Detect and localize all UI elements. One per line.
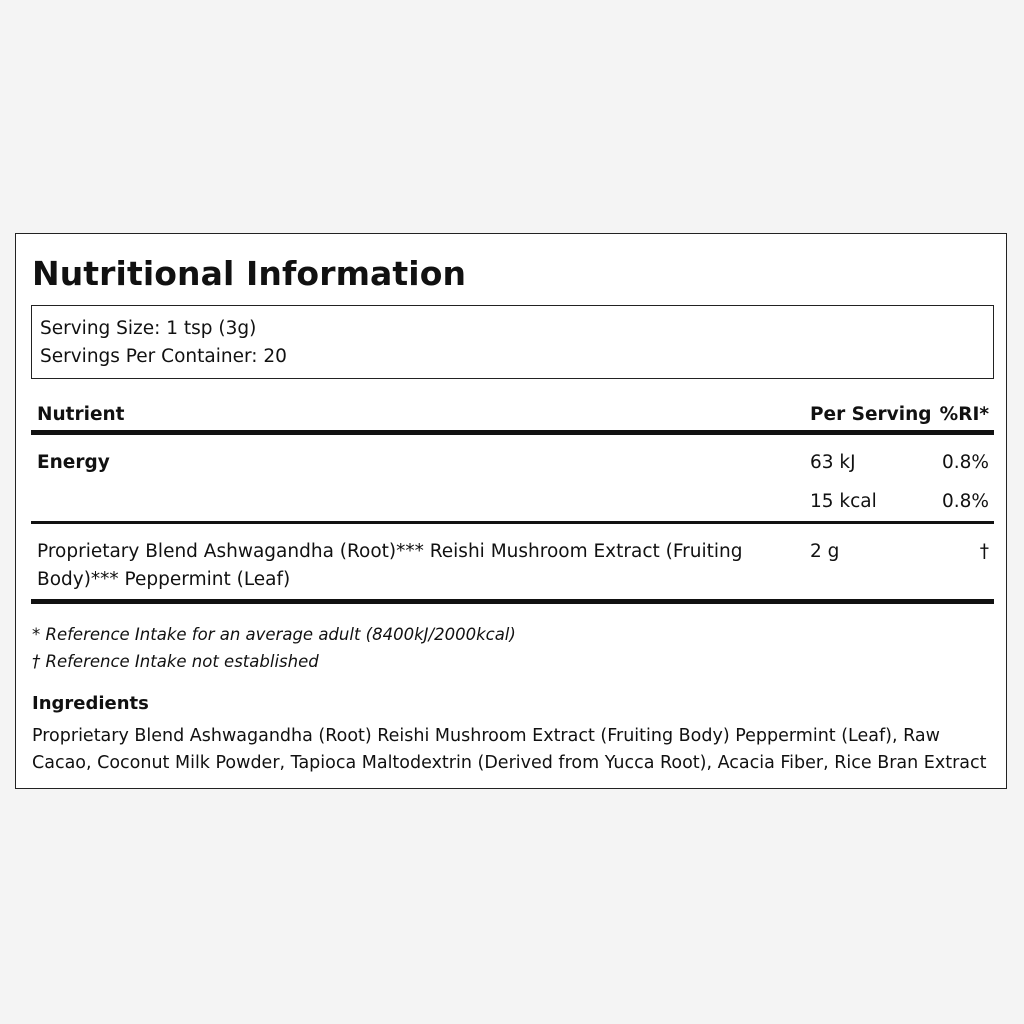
nutrient-name: Proprietary Blend Ashwagandha (Root)*** Reishi Mushroom Extract (Fruiting Body)*** Peppermint (Leaf) <box>37 541 743 590</box>
footnote-ri: * Reference Intake for an average adult (8400kJ/2000kcal) <box>32 625 516 644</box>
header-nutrient: Nutrient <box>37 404 125 425</box>
footnote-not-established: † Reference Intake not established <box>32 652 319 671</box>
nutrition-label <box>15 233 1007 789</box>
ingredients-title: Ingredients <box>32 693 149 714</box>
serving-info-box <box>31 305 994 379</box>
servings-per-container: Servings Per Container: 20 <box>40 346 287 367</box>
nutrient-amount: 63 kJ <box>810 452 856 473</box>
label-title: Nutritional Information <box>32 254 467 293</box>
nutrient-name: Energy <box>37 452 110 473</box>
footnotes <box>32 621 516 675</box>
nutrient-ri: † <box>979 541 989 562</box>
nutrient-ri: 0.8% <box>942 491 989 512</box>
table-row <box>31 437 994 524</box>
header-ri: %RI* <box>939 404 989 425</box>
nutrient-ri: 0.8% <box>942 452 989 473</box>
table-header <box>31 395 994 435</box>
header-per-serving: Per Serving <box>810 404 932 425</box>
ingredients-text: Proprietary Blend Ashwagandha (Root) Reishi Mushroom Extract (Fruiting Body) Peppermint (Leaf), Raw Cacao, Coconut Milk Powder, Tapioca Maltodextrin (Derived from Yucca Root), Acacia Fiber, Rice Bran Extract <box>32 726 987 773</box>
table-row <box>31 524 994 604</box>
serving-size: Serving Size: 1 tsp (3g) <box>40 318 257 339</box>
nutrient-amount: 2 g <box>810 541 840 562</box>
nutrient-amount: 15 kcal <box>810 491 877 512</box>
